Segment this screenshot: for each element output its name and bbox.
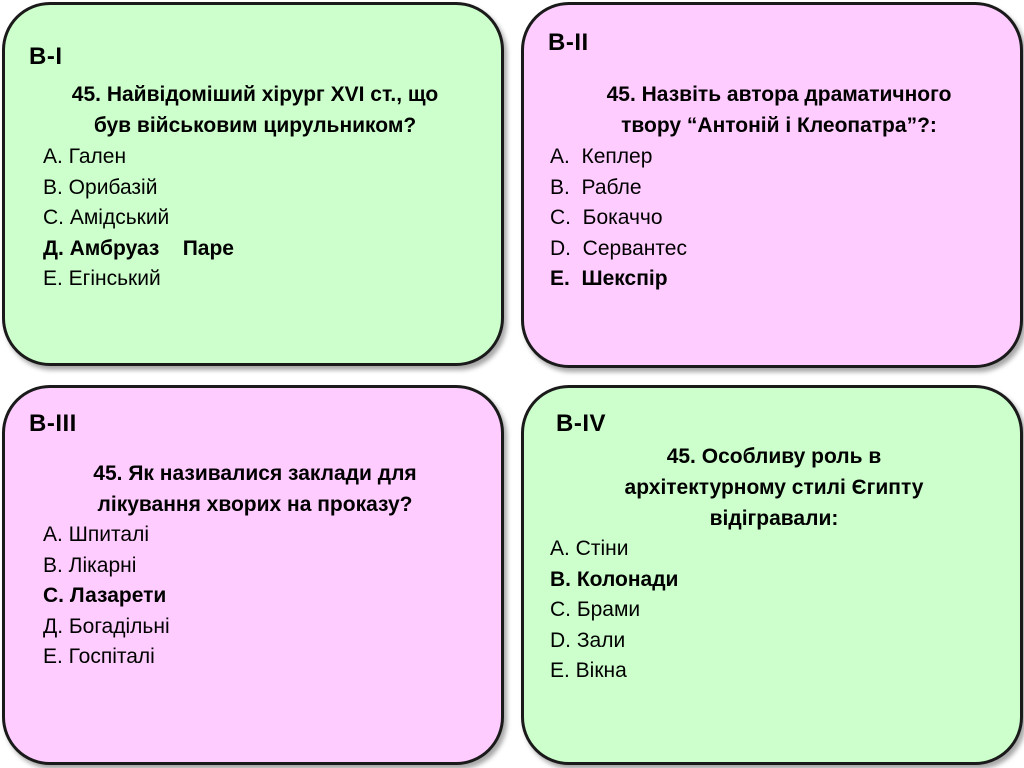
question-line: відігравали: <box>709 507 839 530</box>
question-text <box>534 441 1014 534</box>
answer-option: А. Кеплер <box>550 145 653 168</box>
variant-label: В-ІV <box>556 410 606 437</box>
quiz-card-variant-1 <box>2 2 504 366</box>
question-line: 45. Як називалися заклади для <box>93 462 417 485</box>
answer-option: D. Зали <box>550 628 626 652</box>
answer-option: Д. Богадільні <box>43 614 170 638</box>
quiz-card-variant-3 <box>2 385 504 765</box>
answer-options <box>550 534 678 687</box>
variant-label: В-ІІ <box>548 29 589 56</box>
question-line: твору “Антоній і Клеопатра”?: <box>621 114 937 137</box>
answer-option-correct: В. Колонади <box>550 567 679 591</box>
answer-option: А. Стіни <box>550 537 629 560</box>
question-line: архітектурному стилі Єгипту <box>624 476 924 499</box>
quiz-card-variant-2 <box>521 2 1023 368</box>
question-line: 45. Найвідоміший хірург ХVI ст., що <box>71 83 439 106</box>
question-text <box>15 458 495 520</box>
answer-option: В. Рабле <box>550 175 642 199</box>
answer-options <box>43 520 170 673</box>
question-text <box>544 79 1014 141</box>
answer-option: Е. Госпіталі <box>43 645 155 668</box>
answer-option-correct: E. Шекспір <box>550 267 668 290</box>
answer-option: D. Сервантес <box>550 236 687 260</box>
question-line: лікування хворих на проказу? <box>97 493 413 516</box>
answer-option: А. Шпиталі <box>43 523 150 546</box>
answer-options <box>43 142 234 295</box>
answer-option: С. Бокаччо <box>550 206 663 229</box>
answer-option: В. Орибазій <box>43 175 158 199</box>
answer-option: С. Амідський <box>43 206 170 229</box>
answer-option: С. Брами <box>550 598 641 621</box>
answer-option: В. Лікарні <box>43 553 137 577</box>
answer-option-correct: Д. Амбруаз Паре <box>43 236 234 260</box>
question-text <box>15 79 495 141</box>
variant-label: В-ІІІ <box>29 410 77 437</box>
variant-label: В-І <box>29 43 63 70</box>
answer-option: Е. Егінський <box>43 267 161 290</box>
question-line: 45. Назвіть автора драматичного <box>606 83 952 106</box>
answer-option: А. Гален <box>43 145 127 168</box>
answer-option-correct: С. Лазарети <box>43 584 167 607</box>
answer-options <box>550 142 687 295</box>
question-line: був військовим цирульником? <box>93 114 417 137</box>
question-line: 45. Особливу роль в <box>666 445 882 468</box>
quiz-card-variant-4 <box>521 385 1023 765</box>
answer-option: Е. Вікна <box>550 659 627 682</box>
